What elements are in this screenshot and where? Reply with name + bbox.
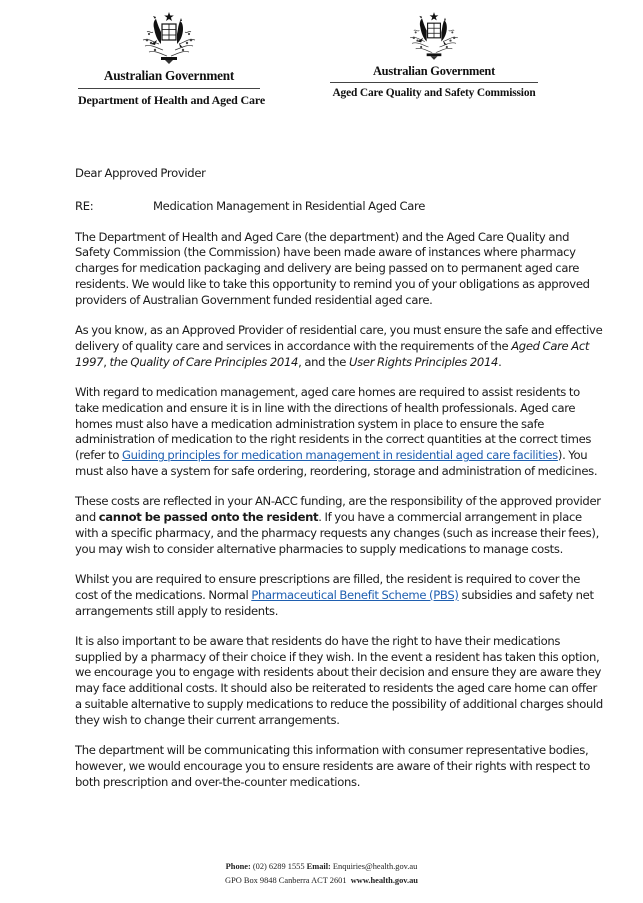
paragraph-purpose: The Department of Health and Aged Care (the department) and the Aged Care Quality and Safety Commission (the Commission) have been made aware of instances where pharmacy charges for medication packaging and delivery are being passed on to permanent aged care residents. We would like to take this opportunity to remind you of your obligations as approved providers of Australian Government funded residential aged care. [75,229,590,307]
text: . [498,354,502,369]
coat-of-arms-icon [133,10,205,66]
government-name: Australian Government [330,64,538,83]
legislation-reference: the Quality of Care Principles 2014 [109,354,299,369]
text: , and the [298,354,349,369]
address-line [0,874,643,888]
paragraph-costs [75,494,605,557]
letter-subject: Medication Management in Residential Aged Care [153,198,426,213]
commission-logo [330,10,538,99]
text: ). You must also have a system for safe ordering, reordering, storage and administration of medicines. [75,448,598,478]
agency-name: Aged Care Quality and Safety Commission [332,87,536,99]
text: As you know, as an Approved Provider of residential care, you must ensure the safe and effective delivery of quality care and services in accordance with the requirements of the [75,323,603,353]
pbs-link[interactable]: Pharmaceutical Benefit Scheme (PBS) [251,587,459,602]
paragraph-medication-management [75,385,605,480]
website-link[interactable]: www.health.gov.au [350,876,418,885]
salutation: Dear Approved Provider [75,166,206,180]
text: These costs are reflected in your AN-ACC funding, are the responsibility of the approved provider and [75,494,601,525]
text: . If you have a commercial arrangement in place with a specific pharmacy, and the pharmacy requests any changes (such as increase their fees), you may wish to consider alternative pharmacies to supply medications to manage costs. [75,510,599,556]
coat-of-arms-icon [401,10,467,62]
text: subsidies and safety net arrangements still apply to residents. [75,587,594,618]
paragraph-communication: The department will be communicating this information with consumer representative bodies, however, we would encourage you to ensure residents are aware of their rights with respect to both prescription and over-the-counter medications. [75,743,590,789]
phone-number: (02) 6289 1555 [250,862,307,871]
text: , [103,354,110,369]
paragraph-prescriptions [75,572,605,619]
email-address[interactable]: Enquiries@health.gov.au [330,862,418,871]
text: With regard to medication management, aged care homes are required to assist residents to take medication and ensure it is in line with the directions of health professionals. Aged care homes must also have a medication administration system in place to ensure the safe administration of medication to the right residents in the correct quantities at the correct times (refer to [75,384,592,463]
re-label: RE: [75,198,94,213]
paragraph-obligations [75,323,605,370]
guiding-principles-link[interactable]: Guiding principles for medication management in residential aged care facilities [121,448,558,463]
subject-line [75,199,605,215]
phone-label: Phone: [225,862,251,871]
department-logo [78,10,265,108]
contact-line [0,860,643,874]
legislation-reference: Aged Care Act 1997 [75,338,590,369]
government-name: Australian Government [78,68,260,89]
letter-footer [0,860,643,888]
agency-name: Department of Health and Aged Care [78,93,265,107]
email-label: Email: [306,862,331,871]
paragraph-resident-choice: It is also important to be aware that residents do have the right to have their medications supplied by a pharmacy of their choice if they wish. In the event a resident has taken this option, we encourage you to engage with residents about their decision and ensure they are aware they may face additional costs. It should also be reiterated to residents the aged care home can offer a suitable alternative to supply medications to reduce the possibility of additional charges should they wish to change their current arrangements. [75,633,603,727]
text: Whilst you are required to ensure prescriptions are filled, the resident is required to cover the cost of the medications. Normal [75,571,581,602]
letter-body [75,166,605,805]
emphasis: cannot be passed onto the resident [98,510,319,525]
postal-address: GPO Box 9848 Canberra ACT 2601 [225,876,347,885]
legislation-reference: User Rights Principles 2014 [349,354,499,369]
